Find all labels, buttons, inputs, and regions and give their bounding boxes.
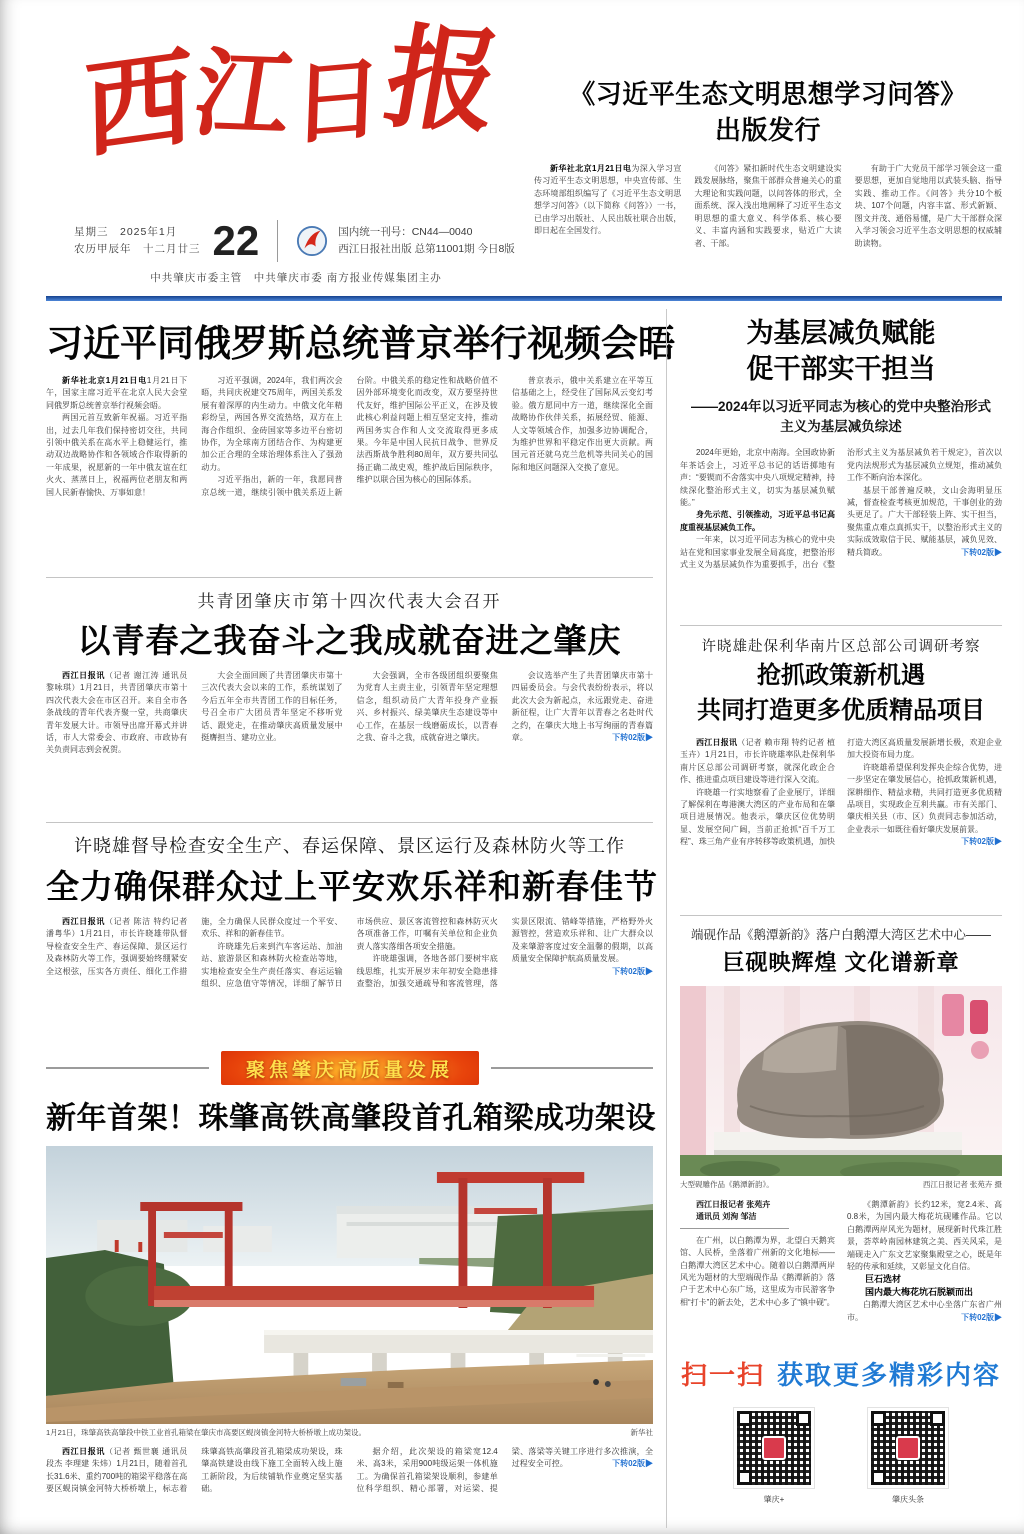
- newspaper-logo-icon: [296, 225, 328, 257]
- article-safety-kicker: 许晓雄督导检查安全生产、春运保障、景区运行及森林防火等工作: [74, 836, 625, 856]
- paragraph: 白鹅潭大湾区艺术中心坐落广东省广州市。: [847, 1300, 1002, 1322]
- paragraph: （记者 赖市翔 特约记者 植玉卉）1月21日，市长许晓雄率队赴保利华南片区总部公司调研考察，就深化政企合作、推进重点项目建设等进行深入交流。: [680, 737, 835, 785]
- article-poly-kicker: 许晓雄赴保利华南片区总部公司调研考察: [701, 639, 981, 656]
- paragraph: 基层干部普遍反映，文山会海明显压减，督查检查考核更加规范，干事创业的劲头更足了。广大干部轻装上阵、实干担当，聚焦重点难点真抓实干，以整治形式主义的实际成效取信于民、赋能基层，减负见效、精兵简政。: [847, 485, 1002, 557]
- paragraph: 在广州，以白鹅潭为界，北望白天鹅宾馆、人民桥，坐落着广州新的文化地标——白鹅潭大湾区艺术中心。随着以白鹅潭两岸风光为题材的大型端砚作品《鹅潭新韵》落户于艺术中心东广场，这里成为市民游客争相“打卡”的新去处，艺术中心多了“镇中砚”。: [680, 1235, 835, 1307]
- qr-item: [734, 1408, 814, 1505]
- paragraph: 1月21日下午，国家主席习近平在北京人民大会堂同俄罗斯总统普京举行视频会晤。: [46, 376, 188, 410]
- scan-label: 扫一扫: [680, 1359, 765, 1390]
- scan-description: 获取更多精彩内容: [777, 1359, 1002, 1390]
- focus-banner: 聚焦肇庆高质量发展: [221, 1051, 479, 1085]
- masthead-char: 日: [290, 44, 387, 159]
- article-youth-body: [46, 670, 653, 812]
- paragraph: 大会强调，全市各级团组织要聚焦为党育人主责主业，引领青年坚定理想信念，组织动员广大青年投身产业振兴、乡村振兴、绿美肇庆生态建设等中心工作，在基层一线磨砺成长，以青春之我、奋斗之我，成就奋进之肇庆。: [356, 671, 498, 743]
- qr-finder-icon: [737, 1411, 752, 1426]
- byline-lead: 西江日报讯: [696, 737, 738, 747]
- organizer-line: 中共肇庆市委主管 中共肇庆市委 南方报业传媒集团主办: [150, 272, 442, 284]
- day-number: 22: [212, 217, 260, 264]
- subhead-line2: 国内最大梅花坑石脱颖而出: [865, 1287, 974, 1298]
- headline-line2: 出版发行: [714, 115, 821, 146]
- subhead-line1: 巨石选材: [865, 1274, 902, 1285]
- headline-line1: 为基层减负赋能: [746, 318, 936, 348]
- headline-line1: 抢抓政策新机遇: [757, 662, 925, 690]
- issue-info: [338, 224, 515, 258]
- continued-on-page-link[interactable]: 下转02版▶: [612, 1459, 653, 1469]
- divider: [277, 220, 278, 262]
- lunar-year: 农历甲辰年: [74, 243, 132, 255]
- qr-code-row: [680, 1408, 1002, 1505]
- byline: 通讯员 刘洵 邹洁: [696, 1212, 757, 1222]
- article-ink-kicker: 端砚作品《鹅潭新韵》落户白鹅潭大湾区艺术中心——: [690, 927, 991, 942]
- rail-photo-caption-row: [46, 1427, 653, 1438]
- paragraph: 2024年更始，北京中南海。全国政协新年茶话会上，习近平总书记的话语掷地有声：“要锲而不舍落实中央八项规定精神，持续深化整治形式主义，切实为基层减负赋能。”: [680, 448, 835, 507]
- qr-section-title: [680, 1355, 1002, 1392]
- paragraph: 据介绍，此次架设的箱梁宽12.4米、高3米，采用900吨级运架一体机施工。为确保首孔箱梁架设顺利，参建单位科学组织、精心部署，对运梁、提梁、落梁等关键工序进行多次推演，全过程安全可控。: [356, 1447, 653, 1494]
- qr-label: 肇庆+: [763, 1494, 785, 1504]
- article-publication: [534, 76, 1002, 313]
- article-divider: [680, 915, 1002, 916]
- paragraph: 一年来，以习近平同志为核心的党中央站在党和国家事业发展全局高度，把整治形式主义为基层减负作为重要抓手，出台《整治形式主义为基层减负若干规定》，首次以党内法规形式为基层减负立规矩，推动减负工作不断向治本深化。: [680, 448, 1002, 570]
- right-column: [666, 309, 1002, 1528]
- masthead-char: 报: [375, 11, 512, 149]
- wire-lead: 新华社北京1月21日电: [62, 376, 147, 385]
- paragraph: （记者 谢江涛 通讯员 黎咏琪）1月21日，共青团肇庆市第十四次代表大会在市区召开。来自全市各条战线的青年代表齐聚一堂，共商肇庆青年发展大计。市领导出席开幕式并讲话，市人大常委会、市政府、市政协有关负责同志到会祝贺。: [46, 671, 188, 755]
- byline-lead: 西江日报讯: [62, 917, 105, 926]
- weekday: 星期三: [74, 226, 109, 238]
- paragraph: 普京表示，俄中关系建立在平等互信基础之上，经受住了国际风云变幻考验。俄方愿同中方一道，继续深化全面战略协作伙伴关系，拓展经贸、能源、人文等领域合作，加强多边协调配合，为维护世界和平稳定作出更大贡献。两国元首还就乌克兰危机等共同关心的国际和地区问题深入交换了意见。: [511, 376, 653, 472]
- byline: 西江日报记者 张苑卉: [696, 1199, 771, 1209]
- headline-line2: 促干部实干担当: [746, 354, 936, 385]
- article-divider: [46, 577, 653, 578]
- publisher-line: 西江日报社出版 总第11001期 今日8版: [338, 243, 515, 255]
- qr-logo-icon: [896, 1436, 920, 1460]
- article-burden-headline: [680, 315, 1002, 388]
- paragraph: （记者 甄世襄 通讯员 段杰 李理建 朱炜）1月21日，随着首孔长31.6米、重约700吨的箱梁平稳落在高要区蚬岗镇金河特大桥桥墩上，标志着珠肇高铁高肇段首孔箱梁成功架设，珠肇高铁建设由线下施工全面转入线上施工新阶段，为后续铺轨作业奠定坚实基础。: [46, 1447, 343, 1494]
- headline-line1: 《习近平生态文明思想学习问答》: [569, 79, 967, 109]
- qr-finder-icon: [871, 1470, 886, 1485]
- wire-lead: 新华社北京1月21日电: [550, 163, 632, 173]
- article-poly-headline: [680, 659, 1002, 729]
- paragraph: 习近平指出，新的一年，我愿同普京总统一道，继续引领中俄关系迈上新台阶。中俄关系的稳定性和战略价值不因外部环境变化而改变，双方要坚持世代友好，维护国际公平正义，在涉及彼此核心利益问题上相互坚定支持，推动两国务实合作和人文交流取得更多成果。今年是中国人民抗日战争、世界反法西斯战争胜利80周年，双方要共同弘扬正确二战史观，维护战后国际秩序，维护以联合国为核心的国际体系。: [201, 376, 498, 497]
- continued-on-page-link[interactable]: 下转02版▶: [612, 966, 653, 976]
- article-poly-body: [680, 737, 1002, 905]
- masthead: [52, 11, 532, 175]
- article-xi-putin-headline: 习近平同俄罗斯总统普京举行视频会晤: [46, 323, 675, 364]
- article-safety-headline: 全力确保群众过上平安欢乐祥和新春佳节: [46, 868, 658, 905]
- photo-credit: 新华社: [630, 1428, 653, 1437]
- left-column: [46, 309, 675, 1528]
- qr-label: 肇庆头条: [892, 1494, 924, 1504]
- article-youth-headline: 以青春之我奋斗之我成就奋进之肇庆: [77, 622, 622, 659]
- paragraph: 《问答》紧扣新时代生态文明建设实践发展脉络，聚焦干部群众普遍关心的重大理论和实践问题，以问答体的形式，全面系统、深入浅出地阐释了习近平生态文明思想的重大意义、科学体系、核心要义、丰富内涵和实践要求，贴近广大读者、干部。: [694, 163, 842, 248]
- paragraph: 许晓雄先后来到汽车客运站、加油站、旅游景区和森林防火检查站等地，实地检查安全生产责任落实、春运运输组织、应急值守等情况，详细了解节日市场供应、景区客流管控和森林防灭火各项准备工作，叮嘱有关单位和企业负责人落实落细各项安全措施。: [201, 917, 498, 989]
- article-ink-headline: 巨砚映辉煌 文化谱新章: [722, 949, 960, 975]
- article-body: [534, 163, 1002, 313]
- bold-paragraph: 身先示范、引领推动，习近平总书记高度重视基层减负工作。: [680, 510, 835, 532]
- qr-finder-icon: [871, 1411, 886, 1426]
- paragraph: 许晓雄希望保利发挥央企综合优势，进一步坚定在肇发展信心，抢抓政策新机遇，深耕细作、精益求精，共同打造更多优质精品项目，实现政企互利共赢。市有关部门、肇庆相关县（市、区）负责同志参加活动，企业表示一如既往看好肇庆发展前景。: [847, 762, 1002, 834]
- continued-on-page-link[interactable]: 下转02版▶: [612, 733, 653, 743]
- banner-rule-right: [491, 1067, 654, 1069]
- article-rail-body: [46, 1446, 653, 1528]
- date: 2025年1月: [120, 226, 178, 238]
- paragraph: 习近平强调，2024年，我们两次会晤，共同庆祝建交75周年，两国关系发展有着深厚的内生动力。中俄文化年精彩纷呈，两国各界交流热络，双方在上海合作组织、金砖国家等多边平台密切协作，为全球南方团结合作、为构建更加公正合理的全球治理体系注入了强劲动力。: [201, 376, 343, 472]
- photo-caption: 1月21日，珠肇高铁高肇段中铁工业首孔箱梁在肇庆市高要区蚬岗镇金河特大桥桥墩上成功架设。: [46, 1428, 367, 1437]
- paragraph: 两国元首互致新年祝福。习近平指出，过去几年我们保持密切交往，共同引领中俄关系在高水平上稳健运行，推动双边战略协作和各领域合作取得新的一年成果，祝愿新的一年中俄友谊在红火火、蒸蒸日上，祝福两位老朋友和两国人民新春愉快、万事如意！: [46, 413, 188, 497]
- continued-on-page-link[interactable]: 下转02版▶: [961, 1312, 1002, 1322]
- paragraph: 许晓雄强调，各地各部门要树牢底线思维，扎实开展岁末年初安全隐患排查整治，加强交通疏导和客流管理，落实景区限流、错峰等措施，严格野外火源管控，营造欢乐祥和、让广大群众以及来肇游客度过安全温馨的假期，以高质量安全保障护航高质量发展。: [356, 917, 653, 989]
- byline-lead: 西江日报讯: [62, 671, 105, 680]
- paragraph: 大会全面回顾了共青团肇庆市第十三次代表大会以来的工作，系统谋划了今后五年全市共青团工作的目标任务，号召全市广大团员青年坚定不移听党话、跟党走，在推动肇庆高质量发展中挺膺担当、建功立业。: [201, 671, 343, 743]
- article-safety-body: [46, 916, 653, 1038]
- banner-rule-left: [46, 1067, 209, 1069]
- masthead-title: [79, 11, 512, 175]
- photo-caption: 大型砚雕作品《鹅潭新韵》。: [680, 1179, 774, 1189]
- ink-photo-caption-row: [680, 1179, 1002, 1190]
- byline-lead: 西江日报讯: [62, 1447, 105, 1456]
- qr-finder-icon: [737, 1470, 752, 1485]
- masthead-char: 江: [186, 35, 302, 153]
- continued-on-page-link[interactable]: 下转02版▶: [961, 837, 1002, 847]
- dateline: [74, 217, 515, 264]
- paragraph: 《鹅潭新韵》长约12米，宽2.4米、高0.8米，为国内最大梅花坑砚雕作品。它以白鹅潭两岸风光为题材，展现新时代珠江胜景，荟萃岭南园林建筑之美、西关风采，是端砚走入广东文艺家聚集殿堂之心，既是年轻的传承和延续，又彰显文化自信。: [847, 1199, 1002, 1271]
- qr-logo-icon: [762, 1436, 786, 1460]
- paragraph: （记者 陈洁 特约记者 潘粤华）1月21日，市长许晓雄带队督导检查安全生产、春运保障、景区运行及森林防火等工作，强调要始终绷紧安全这根弦，压实各方责任、细化工作措施，全力确保人民群众度过一个平安、欢乐、祥和的新春佳节。: [46, 917, 343, 976]
- qr-finder-icon: [796, 1411, 811, 1426]
- article-burden-subtitle: ——2024年以习近平同志为核心的党中央整治形式主义为基层减负综述: [690, 398, 992, 435]
- continued-on-page-link[interactable]: 下转02版▶: [961, 547, 1002, 557]
- article-divider: [46, 822, 653, 823]
- paragraph: 有助于广大党员干部学习领会这一重要思想，更加自觉地用以武装头脑、指导实践、推动工作。《问答》共分10个板块、107个问题，内容丰富、形式新颖、图文并茂、通俗易懂，是广大干部群众深入学习领会习近平生态文明思想的权威辅助读物。: [854, 163, 1002, 248]
- masthead-char: 西: [82, 34, 196, 175]
- article-rail-headline: 新年首架！珠肇高铁高肇段首孔箱梁成功架设: [46, 1102, 656, 1135]
- article-divider: [680, 625, 1002, 626]
- byline-rule: [680, 1228, 789, 1229]
- qr-code-zhaoqing-toutiao: [868, 1408, 948, 1488]
- newspaper-header: [46, 8, 1002, 296]
- article-youth-kicker: 共青团肇庆市第十四次代表大会召开: [197, 592, 502, 611]
- lunar-day: 十二月廿三: [143, 243, 201, 255]
- article-headline: [534, 76, 1002, 149]
- focus-banner-row: [46, 1051, 653, 1085]
- serial-number: 国内统一刊号：CN44—0040: [338, 226, 473, 238]
- inkstone-artwork-photo: [680, 986, 1002, 1176]
- railway-construction-photo: [46, 1146, 653, 1424]
- qr-item: [868, 1408, 948, 1505]
- main-content: [46, 309, 1002, 1528]
- qr-finder-icon: [930, 1411, 945, 1426]
- paragraph: 许晓雄一行实地察看了企业展厅，详细了解保利在粤港澳大湾区的产业布局和在肇项目进展情况。他表示，肇庆区位优势明显、发展空间广阔，当前正抢抓“百千万工程”、珠三角产业有序转移等政策机遇，加快打造大湾区高质量发展新增长极，欢迎企业加大投资布局力度。: [680, 737, 1002, 847]
- headline-line2: 共同打造更多优质精品项目: [697, 697, 985, 725]
- qr-section: [680, 1355, 1002, 1505]
- date-block: [74, 224, 201, 258]
- paragraph: 为深入学习宣传习近平生态文明思想，中央宣传部、生态环境部组织编写了《习近平生态文明思想学习问答》（以下简称《问答》）一书，已由学习出版社、人民出版社联合出版，即日起在全国发行。: [534, 163, 682, 236]
- paragraph: 会议选举产生了共青团肇庆市第十四届委员会。与会代表纷纷表示，将以此次大会为新起点，永远跟党走、奋进新征程，让广大青年以青春之名赴时代之约，在肇庆大地上书写绚丽的青春篇章。: [511, 671, 653, 743]
- qr-code-zhaoqing-plus: [734, 1408, 814, 1488]
- article-xi-putin-body: [46, 375, 653, 567]
- article-ink-body: [680, 1199, 1002, 1339]
- article-burden-body: [680, 447, 1002, 615]
- photo-credit: 西江日报记者 张苑卉 摄: [922, 1179, 1002, 1189]
